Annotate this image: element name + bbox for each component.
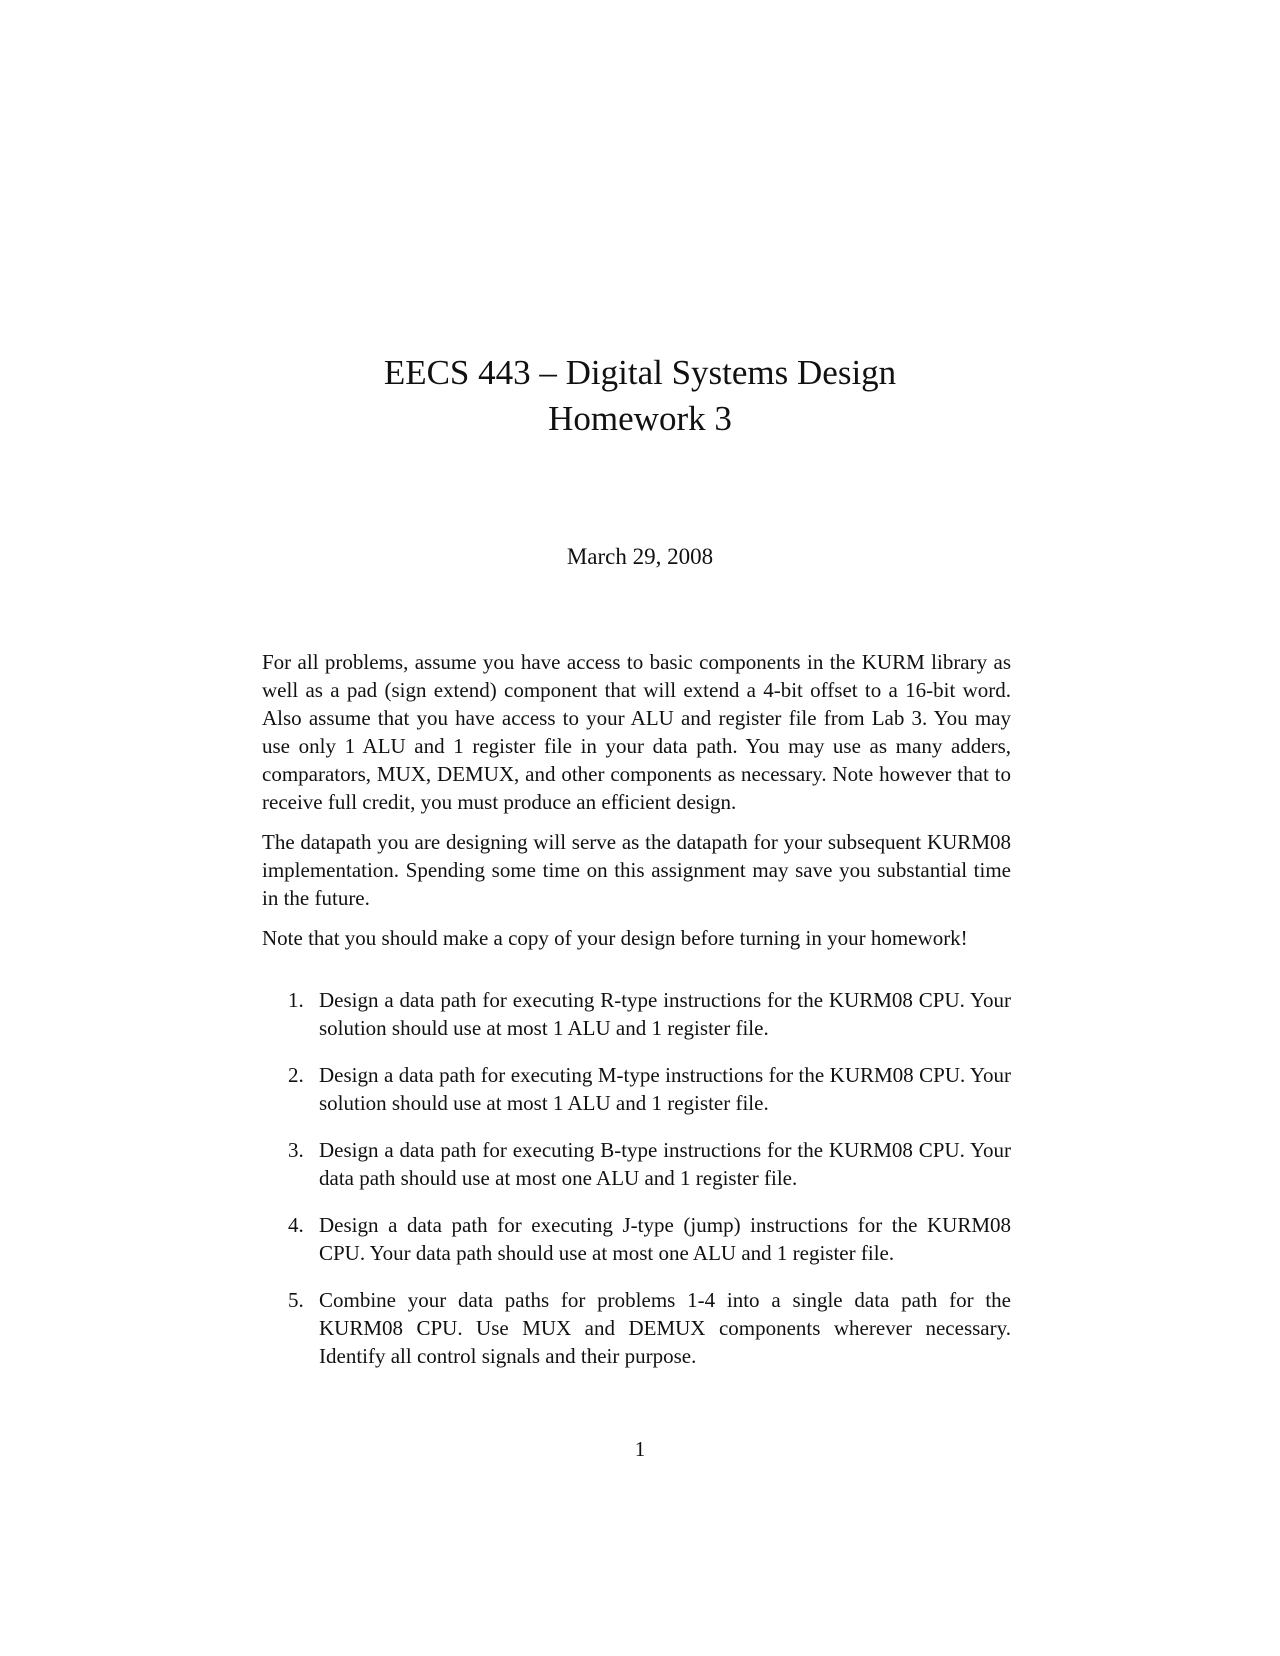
problem-text: Combine your data paths for problems 1-4 into a single data path for the KURM08 CPU. Use MUX and DEMUX components wherever necessary. Identify all control signals and their purpose. <box>319 1288 1011 1368</box>
note-paragraph: Note that you should make a copy of your design before turning in your homework! <box>262 926 968 950</box>
course-title: EECS 443 – Digital Systems Design <box>383 353 897 392</box>
problem-item <box>262 1136 1011 1192</box>
problem-item <box>262 986 1011 1042</box>
problem-text: Design a data path for executing J-type (jump) instructions for the KURM08 CPU. Your data path should use at most one ALU and 1 register file. <box>319 1213 1011 1265</box>
problem-text: Design a data path for executing M-type instructions for the KURM08 CPU. Your solution should use at most 1 ALU and 1 register file. <box>319 1063 1011 1115</box>
document-title <box>0 350 1280 442</box>
problem-number: 1. <box>288 988 304 1012</box>
problem-item <box>262 1211 1011 1267</box>
document-date: March 29, 2008 <box>566 544 714 569</box>
problem-list <box>262 986 1011 1370</box>
problem-text: Design a data path for executing R-type instructions for the KURM08 CPU. Your solution should use at most 1 ALU and 1 register file. <box>319 988 1011 1040</box>
homework-title: Homework 3 <box>548 399 732 438</box>
problem-number: 4. <box>288 1213 304 1237</box>
document-body <box>262 648 1011 1389</box>
problem-item <box>262 1061 1011 1117</box>
problem-number: 3. <box>288 1138 304 1162</box>
problem-item <box>262 1286 1011 1370</box>
problem-number: 5. <box>288 1288 304 1312</box>
problem-number: 2. <box>288 1063 304 1087</box>
intro-paragraph: For all problems, assume you have access to basic components in the KURM library as well as a pad (sign extend) component that will extend a 4-bit offset to a 16-bit word. Also assume that you have access to your ALU and register file from Lab 3. You may use only 1 ALU and 1 register file in your data path. You may use as many adders, comparators, MUX, DEMUX, and other components as necessary. Note however that to receive full credit, you must produce an efficient design. <box>262 650 1011 814</box>
problem-text: Design a data path for executing B-type instructions for the KURM08 CPU. Your data path should use at most one ALU and 1 register file. <box>319 1138 1011 1190</box>
datapath-paragraph: The datapath you are designing will serve as the datapath for your subsequent KURM08 implementation. Spending some time on this assignment may save you substantial time in the future. <box>262 830 1011 910</box>
page-number: 1 <box>634 1437 646 1461</box>
